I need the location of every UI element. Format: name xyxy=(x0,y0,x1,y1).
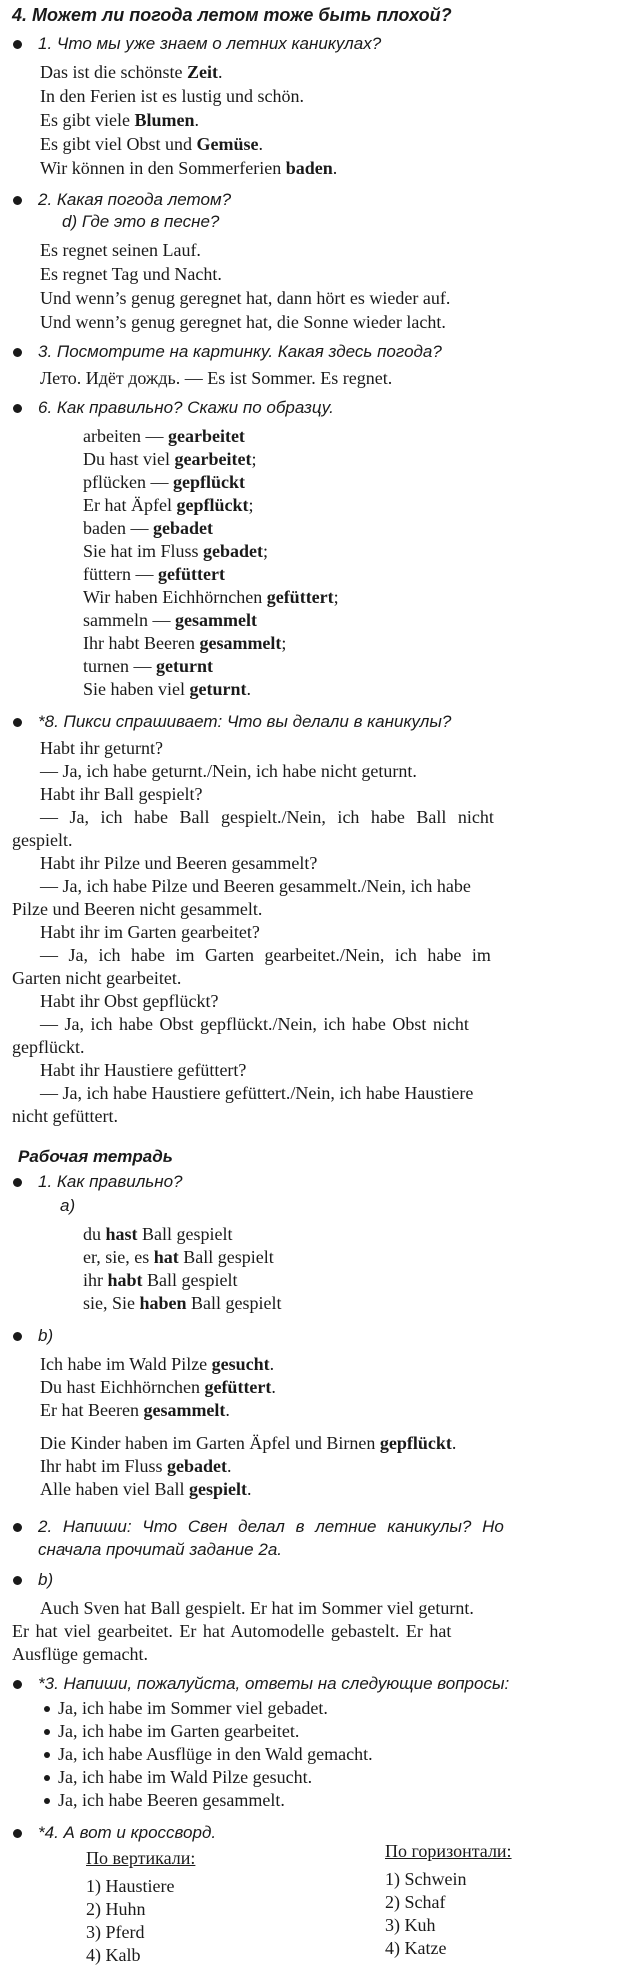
crossword-vertical-item: 4) Kalb xyxy=(86,1945,141,1965)
crossword-horizontal-item: 3) Kuh xyxy=(385,1915,436,1935)
ex6-line: arbeiten — gearbeitet xyxy=(83,426,245,446)
w2-line: Auch Sven hat Ball gespielt. Er hat im Sommer viel geturnt. xyxy=(40,1598,474,1618)
bullet-icon xyxy=(13,1332,22,1341)
bullet-icon xyxy=(13,1576,22,1585)
workbook-title: Рабочая тетрадь xyxy=(18,1147,173,1166)
w2-b-label: b) xyxy=(38,1570,54,1589)
ex3-line: Лето. Идёт дождь. — Es ist Sommer. Es regnet. xyxy=(40,368,393,388)
crossword-vertical-item: 3) Pferd xyxy=(86,1922,145,1942)
ex8-answer: gespielt. xyxy=(12,830,73,850)
ex1-line: Wir können in den Sommerferien baden. xyxy=(40,158,338,178)
crossword-horizontal-title: По горизонтали: xyxy=(385,1841,512,1861)
ex6-line: sammeln — gesammelt xyxy=(83,610,257,630)
w1-b-line: Alle haben viel Ball gespielt. xyxy=(40,1479,252,1499)
w1-b-label: b) xyxy=(38,1326,54,1345)
ex8-question: Habt ihr Ball gespielt? xyxy=(40,784,203,804)
ex8-answer: gepflückt. xyxy=(12,1037,85,1057)
w1-b-line: Ich habe im Wald Pilze gesucht. xyxy=(40,1354,275,1374)
w1-heading: 1. Как правильно? xyxy=(38,1172,183,1191)
ex8-answer: Pilze und Beeren nicht gesammelt. xyxy=(12,899,263,919)
crossword-vertical-item: 2) Huhn xyxy=(86,1899,146,1919)
ex6-heading: 6. Как правильно? Скажи по образцу. xyxy=(38,398,334,417)
w3-item: Ja, ich habe Beeren gesammelt. xyxy=(58,1790,285,1810)
ex8-question: Habt ihr Obst gepflückt? xyxy=(40,991,219,1011)
ex2-line: Und wenn’s genug geregnet hat, dann hört es wieder auf. xyxy=(40,288,451,308)
bullet-icon xyxy=(44,1729,50,1735)
ex8-question: Habt ihr Pilze und Beeren gesammelt? xyxy=(40,853,318,873)
w1-a-line: sie, Sie haben Ball gespielt xyxy=(83,1293,282,1313)
w1-b-line: Ihr habt im Fluss gebadet. xyxy=(40,1456,232,1476)
ex1-heading: 1. Что мы уже знаем о летних каникулах? xyxy=(38,34,382,53)
ex8-answer: Garten nicht gearbeitet. xyxy=(12,968,182,988)
w1-a-label: а) xyxy=(60,1196,76,1215)
ex8-answer: — Ja, ich habe geturnt./Nein, ich habe nicht geturnt. xyxy=(40,761,417,781)
ex6-line: Ihr habt Beeren gesammelt; xyxy=(83,633,287,653)
w3-item: Ja, ich habe im Sommer viel gebadet. xyxy=(58,1698,328,1718)
ex6-line: Du hast viel gearbeitet; xyxy=(83,449,257,469)
crossword-horizontal-item: 4) Katze xyxy=(385,1938,447,1958)
w1-a-line: du hast Ball gespielt xyxy=(83,1224,233,1244)
ex8-question: Habt ihr im Garten gearbeitet? xyxy=(40,922,260,942)
ex6-line: Wir haben Eichhörnchen gefüttert; xyxy=(83,587,339,607)
ex1-line: Es gibt viel Obst und Gemüse. xyxy=(40,134,263,154)
ex6-line: füttern — gefüttert xyxy=(83,564,225,584)
w1-a-line: er, sie, es hat Ball gespielt xyxy=(83,1247,274,1267)
bullet-icon xyxy=(13,1829,22,1838)
ex8-answer: — Ja, ich habe Obst gepflückt./Nein, ich habe Obst nicht xyxy=(40,1014,469,1034)
ex8-question: Habt ihr Haustiere gefüttert? xyxy=(40,1060,247,1080)
bullet-icon xyxy=(44,1706,50,1712)
ex2-line: Und wenn’s genug geregnet hat, die Sonne wieder lacht. xyxy=(40,312,446,332)
w2-heading: 2. Напиши: Что Свен делал в летние каникулы? Но xyxy=(38,1517,504,1536)
bullet-icon xyxy=(13,1680,22,1689)
w4-heading: *4. А вот и кроссворд. xyxy=(38,1823,217,1842)
w3-heading: *3. Напиши, пожалуйста, ответы на следующие вопросы: xyxy=(38,1674,510,1693)
bullet-icon xyxy=(13,40,22,49)
w1-b-line: Du hast Eichhörnchen gefüttert. xyxy=(40,1377,276,1397)
crossword-vertical-title: По вертикали: xyxy=(86,1848,196,1868)
ex2-line: Es regnet seinen Lauf. xyxy=(40,240,201,260)
w3-item: Ja, ich habe im Wald Pilze gesucht. xyxy=(58,1767,313,1787)
bullet-icon xyxy=(13,404,22,413)
ex6-line: pflücken — gepflückt xyxy=(83,472,245,492)
ex8-answer: — Ja, ich habe Haustiere gefüttert./Nein, ich habe Haustiere xyxy=(40,1083,474,1103)
bullet-icon xyxy=(44,1798,50,1804)
ex6-line: Sie haben viel geturnt. xyxy=(83,679,251,699)
ex6-line: Er hat Äpfel gepflückt; xyxy=(83,495,254,515)
section-title: 4. Может ли погода летом тоже быть плохой? xyxy=(12,5,452,25)
ex8-answer: nicht gefüttert. xyxy=(12,1106,118,1126)
bullet-icon xyxy=(13,718,22,727)
ex8-answer: — Ja, ich habe Ball gespielt./Nein, ich habe Ball nicht xyxy=(40,807,494,827)
ex8-question: Habt ihr geturnt? xyxy=(40,738,163,758)
ex8-answer: — Ja, ich habe Pilze und Beeren gesammelt./Nein, ich habe xyxy=(40,876,471,896)
ex1-line: Es gibt viele Blumen. xyxy=(40,110,199,130)
w3-item: Ja, ich habe Ausflüge in den Wald gemacht. xyxy=(58,1744,373,1764)
ex8-answer: — Ja, ich habe im Garten gearbeitet./Nein, ich habe im xyxy=(40,945,491,965)
w1-a-line: ihr habt Ball gespielt xyxy=(83,1270,238,1290)
bullet-icon xyxy=(44,1752,50,1758)
w2-line: Er hat viel gearbeitet. Er hat Automodelle gebastelt. Er hat xyxy=(12,1621,452,1641)
ex6-line: Sie hat im Fluss gebadet; xyxy=(83,541,269,561)
ex6-line: baden — gebadet xyxy=(83,518,213,538)
ex3-heading: 3. Посмотрите на картинку. Какая здесь погода? xyxy=(38,342,442,361)
ex2-subheading: d) Где это в песне? xyxy=(62,212,220,231)
w2-line: Ausflüge gemacht. xyxy=(12,1644,148,1664)
ex1-line: In den Ferien ist es lustig und schön. xyxy=(40,86,304,106)
crossword-horizontal-item: 2) Schaf xyxy=(385,1892,446,1912)
crossword-horizontal-item: 1) Schwein xyxy=(385,1869,467,1889)
crossword-vertical-item: 1) Haustiere xyxy=(86,1876,175,1896)
bullet-icon xyxy=(13,348,22,357)
w1-b-line: Die Kinder haben im Garten Äpfel und Birnen gepflückt. xyxy=(40,1433,457,1453)
bullet-icon xyxy=(44,1775,50,1781)
w3-item: Ja, ich habe im Garten gearbeitet. xyxy=(58,1721,300,1741)
ex6-line: turnen — geturnt xyxy=(83,656,213,676)
bullet-icon xyxy=(13,1178,22,1187)
bullet-icon xyxy=(13,196,22,205)
w2-heading-cont: сначала прочитай задание 2а. xyxy=(38,1540,282,1559)
bullet-icon xyxy=(13,1523,22,1532)
w1-b-line: Er hat Beeren gesammelt. xyxy=(40,1400,230,1420)
ex2-heading: 2. Какая погода летом? xyxy=(38,190,232,209)
ex2-line: Es regnet Tag und Nacht. xyxy=(40,264,222,284)
ex1-line: Das ist die schönste Zeit. xyxy=(40,62,223,82)
ex8-heading: *8. Пикси спрашивает: Что вы делали в каникулы? xyxy=(38,712,452,731)
